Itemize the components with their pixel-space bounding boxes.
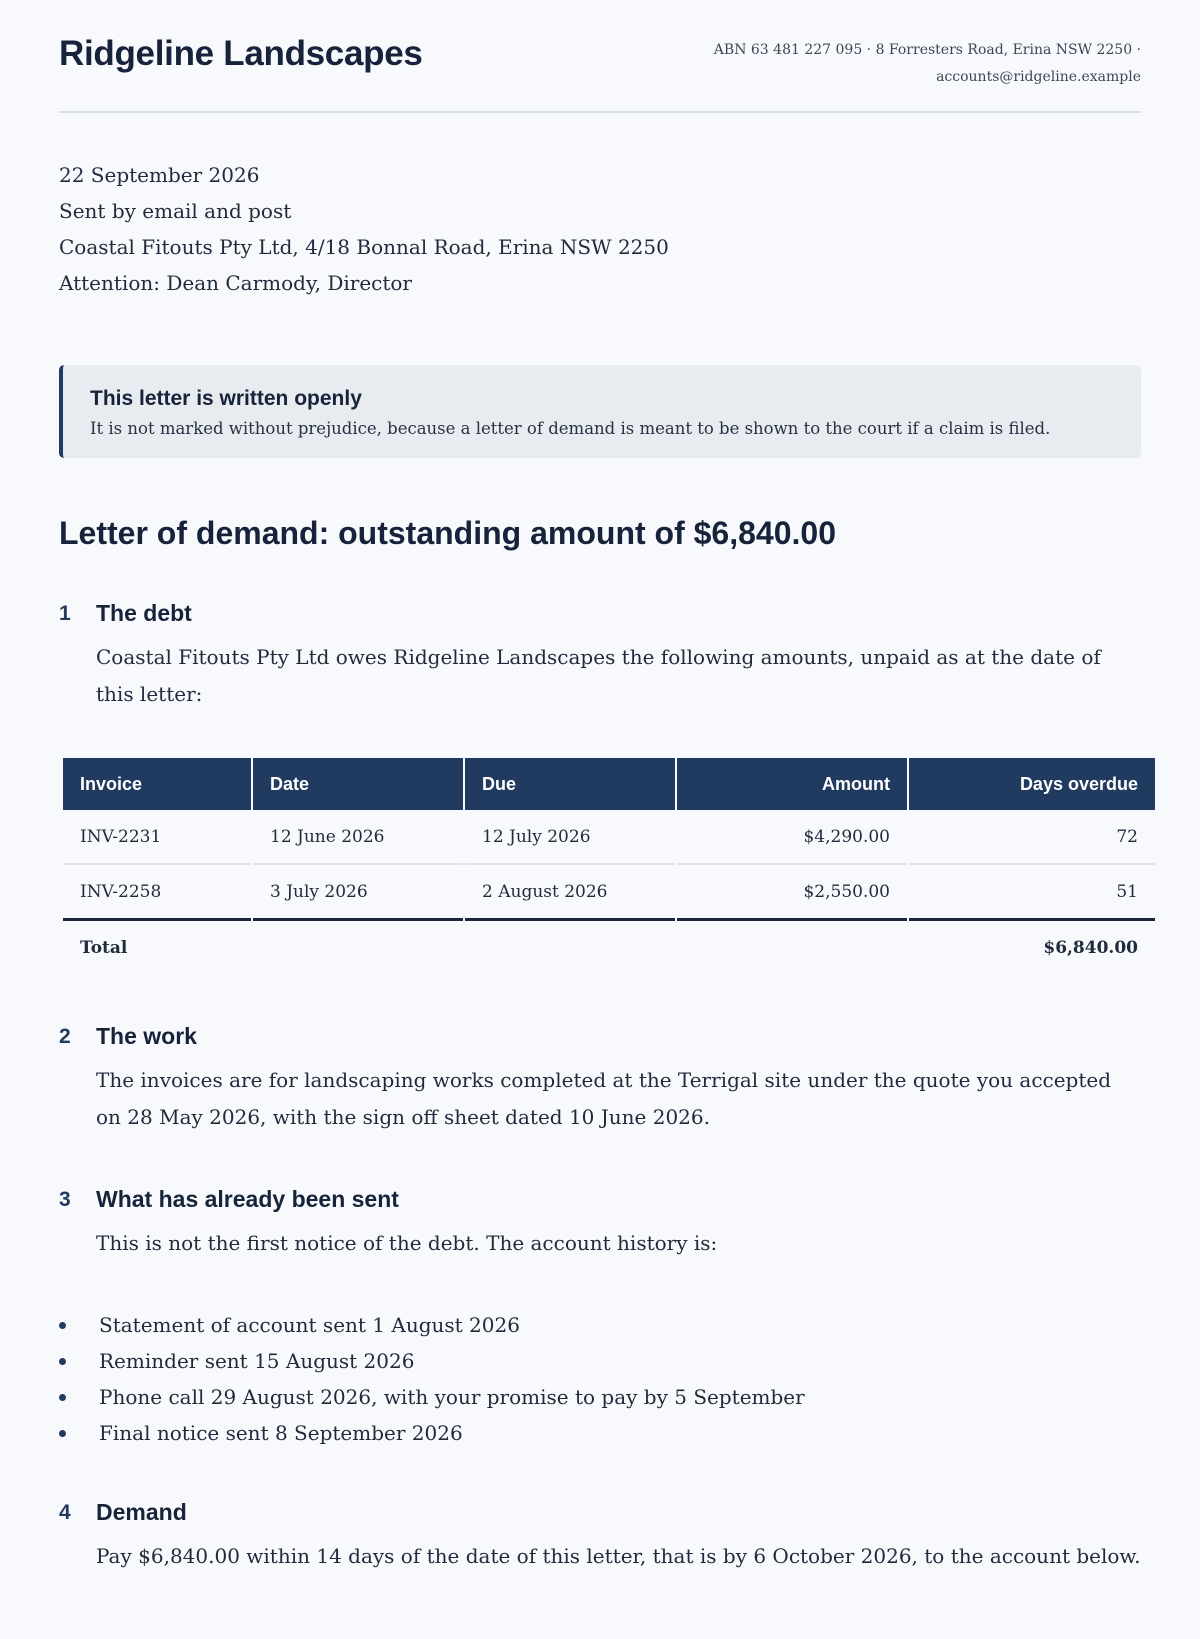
amount-cell: $2,550.00	[677, 865, 907, 921]
callout-title: This letter is written openly	[90, 387, 362, 410]
table-row	[63, 810, 1155, 865]
column-header: Amount	[677, 758, 907, 810]
amount-cell: $4,290.00	[677, 810, 907, 865]
section-demand	[59, 1498, 1141, 1575]
section-number: 4	[59, 1501, 71, 1524]
section-title: What has already been sent	[96, 1186, 399, 1212]
letterhead	[59, 0, 1141, 113]
column-header: Invoice	[63, 758, 251, 810]
history-item-text: Final notice sent 8 September 2026	[99, 1421, 463, 1445]
letter-date: 22 September 2026	[59, 163, 260, 187]
column-header: Due	[465, 758, 675, 810]
invoice-date-cell: 3 July 2026	[253, 865, 463, 921]
section-number: 1	[59, 602, 71, 625]
history-item-text: Statement of account sent 1 August 2026	[99, 1313, 520, 1337]
bullet-icon	[59, 1358, 66, 1365]
list-item	[59, 1307, 1141, 1343]
company-details-line: ABN 63 481 227 095 · 8 Forresters Road, Erina NSW 2250 ·	[713, 42, 1141, 58]
history-item-text: Phone call 29 August 2026, with your promise to pay by 5 September	[99, 1385, 805, 1409]
letter-meta	[59, 157, 1141, 301]
empty-cell	[677, 921, 907, 974]
list-item	[59, 1415, 1141, 1451]
days-overdue-cell: 72	[909, 810, 1155, 865]
column-header: Date	[253, 758, 463, 810]
due-date-cell: 12 July 2026	[465, 810, 675, 865]
history-item-text: Reminder sent 15 August 2026	[99, 1349, 415, 1373]
attention-line: Attention: Dean Carmody, Director	[59, 271, 412, 295]
section-body: Pay $6,840.00 within 14 days of the date of this letter, that is by 6 October 2026, to the account below.	[96, 1544, 1141, 1568]
empty-cell	[465, 921, 675, 974]
table-row	[63, 865, 1155, 921]
table-header-row	[63, 758, 1155, 810]
total-label: Total	[80, 937, 128, 958]
due-date-cell: 2 August 2026	[465, 865, 675, 921]
section-history	[59, 1185, 1141, 1262]
bullet-icon	[59, 1322, 66, 1329]
section-body: This is not the first notice of the debt. The account history is:	[96, 1231, 718, 1255]
company-email: accounts@ridgeline.example	[936, 69, 1141, 85]
section-body: The invoices are for landscaping works completed at the Terrigal site under the quote you accepted on 28 May 2026, with the sign off sheet dated 10 June 2026.	[96, 1068, 1112, 1129]
section-body: Coastal Fitouts Pty Ltd owes Ridgeline Landscapes the following amounts, unpaid as at the date of this letter:	[96, 645, 1101, 706]
recipient-address: Coastal Fitouts Pty Ltd, 4/18 Bonnal Road, Erina NSW 2250	[59, 235, 669, 259]
section-work	[59, 1022, 1141, 1136]
section-number: 3	[59, 1188, 71, 1211]
open-letter-callout	[59, 365, 1141, 458]
empty-cell	[253, 921, 463, 974]
delivery-method: Sent by email and post	[59, 199, 292, 223]
total-amount: $6,840.00	[1043, 937, 1138, 958]
invoice-date-cell: 12 June 2026	[253, 810, 463, 865]
callout-text: It is not marked without prejudice, because a letter of demand is meant to be shown to the court if a claim is filed.	[90, 419, 1051, 438]
company-name: Ridgeline Landscapes	[59, 34, 423, 73]
section-title: The debt	[96, 600, 192, 626]
section-title: The work	[96, 1023, 197, 1049]
days-overdue-cell: 51	[909, 865, 1155, 921]
company-details	[714, 37, 1141, 91]
invoice-table	[61, 758, 1157, 974]
bullet-icon	[59, 1430, 66, 1437]
bullet-icon	[59, 1394, 66, 1401]
letter-title: Letter of demand: outstanding amount of $6,840.00	[59, 515, 836, 551]
account-history-list	[59, 1307, 1141, 1451]
invoice-number-cell: INV-2258	[63, 865, 251, 921]
invoice-number-cell: INV-2231	[63, 810, 251, 865]
list-item	[59, 1379, 1141, 1415]
column-header: Days overdue	[909, 758, 1155, 810]
list-item	[59, 1343, 1141, 1379]
section-title: Demand	[96, 1499, 187, 1525]
section-number: 2	[59, 1025, 71, 1048]
table-total-row	[63, 921, 1155, 974]
section-debt	[59, 599, 1141, 713]
